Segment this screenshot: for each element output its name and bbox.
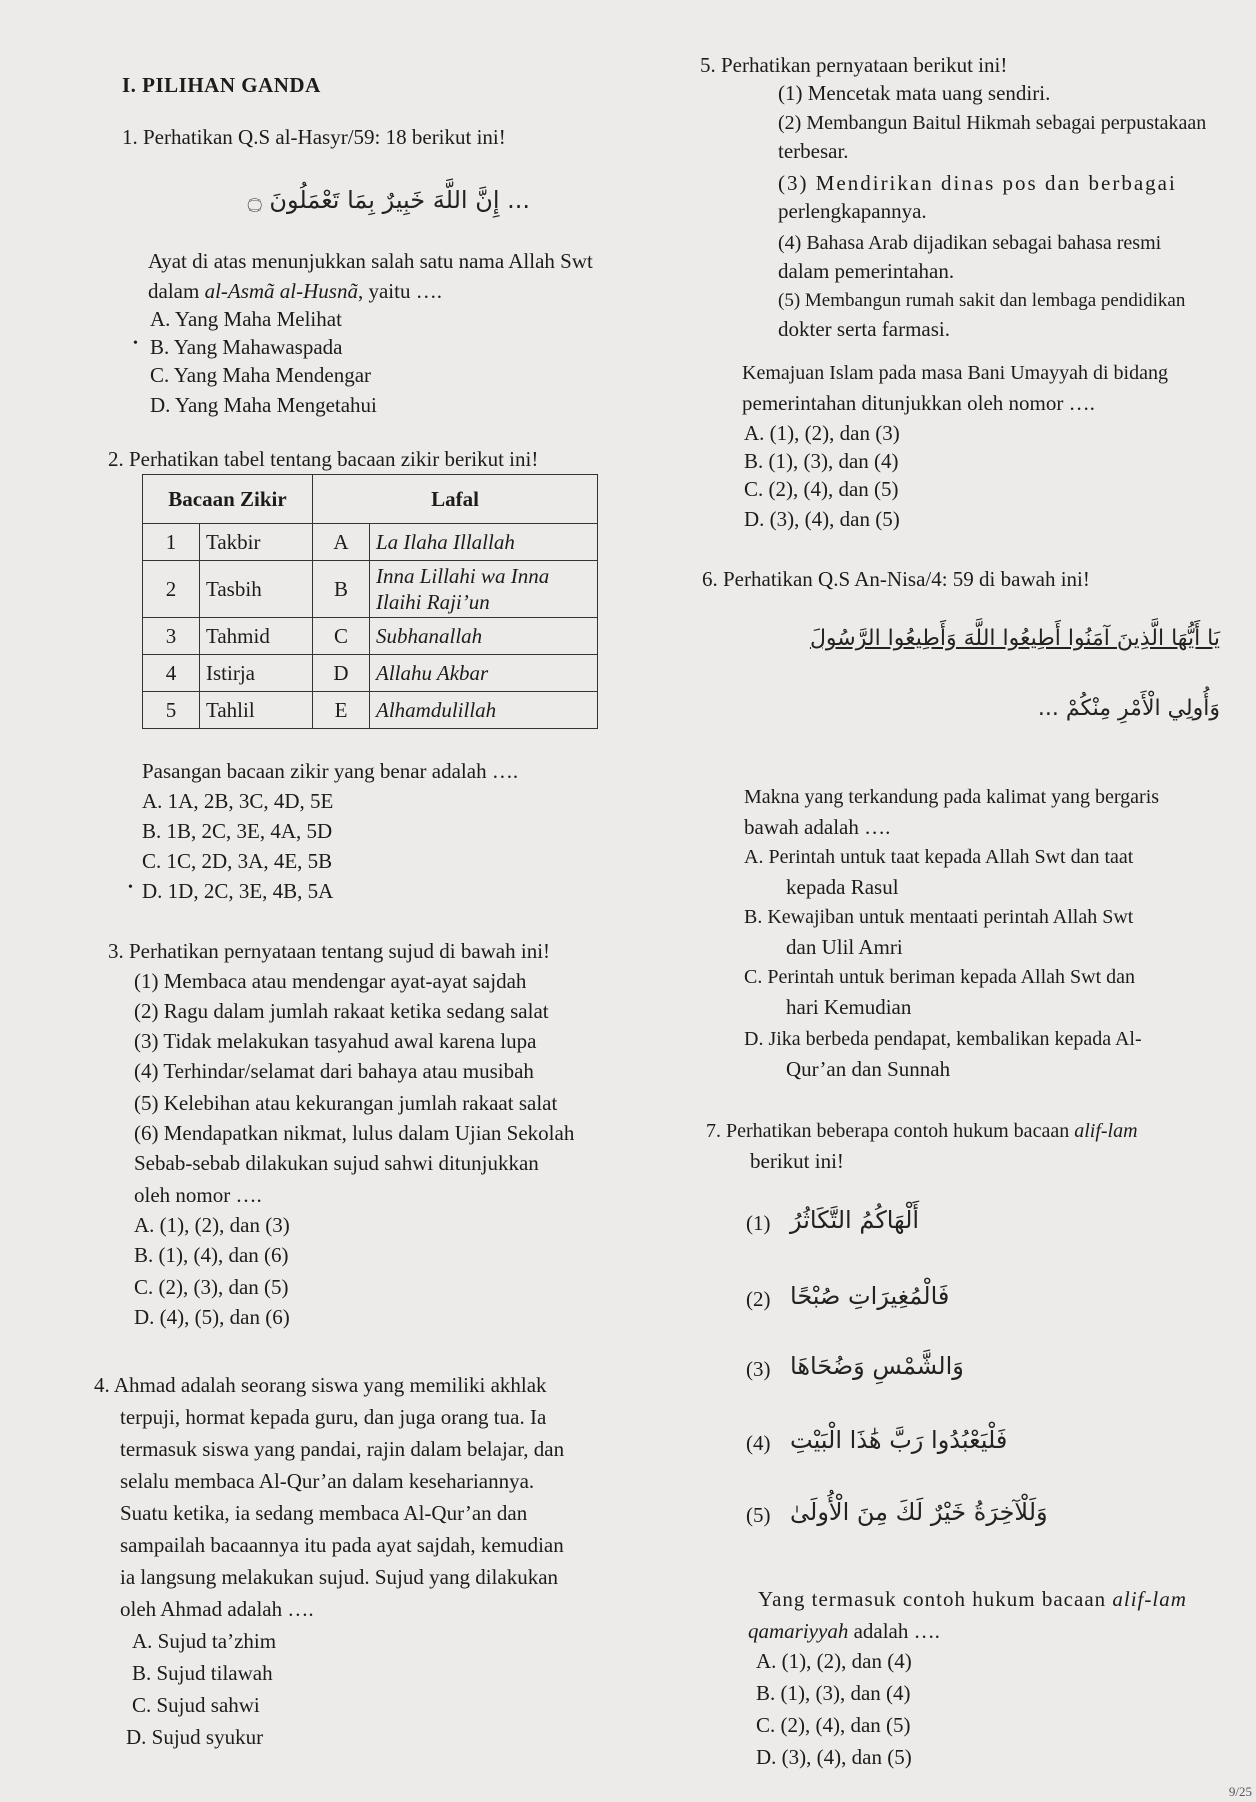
q7-stem2-b: adalah ….: [848, 1619, 940, 1643]
table-row: [143, 655, 598, 692]
q5-item-3-cont: perlengkapannya.: [778, 199, 927, 223]
q2-option-b[interactable]: B. 1B, 2C, 3E, 4A, 5D: [142, 819, 333, 843]
q6-option-c[interactable]: C. Perintah untuk beriman kepada Allah Swt dan: [744, 966, 1136, 988]
q6-option-a-cont: kepada Rasul: [786, 875, 899, 899]
q4-line-8: oleh Ahmad adalah ….: [120, 1597, 314, 1621]
q7-example-3-arabic: وَالشَّمْسِ وَضُحَاهَا: [790, 1352, 964, 1380]
q6-arabic-line-2: وَأُولِي الْأَمْرِ مِنْكُمْ ...: [1037, 696, 1220, 721]
q7-stem2-a: qamariyyah: [748, 1619, 849, 1643]
q7-option-a[interactable]: A. (1), (2), dan (4): [756, 1649, 912, 1673]
q7-example-1-arabic: أَلْهَاكُمُ التَّكَاثُرُ: [790, 1206, 920, 1234]
q6-option-d[interactable]: D. Jika berbeda pendapat, kembalikan kepada Al-: [744, 1028, 1142, 1050]
q5-stem1: Kemajuan Islam pada masa Bani Umayyah di bidang: [742, 362, 1168, 384]
q5-item-4-cont: dalam pemerintahan.: [778, 259, 955, 283]
q6-stem2: bawah adalah ….: [744, 815, 891, 839]
q2-prompt: 2. Perhatikan tabel tentang bacaan zikir berikut ini!: [108, 447, 539, 471]
q5-option-d[interactable]: D. (3), (4), dan (5): [744, 507, 900, 531]
cell-name: Takbir: [200, 524, 313, 561]
q1-stem1: Ayat di atas menunjukkan salah satu nama Allah Swt: [148, 249, 593, 273]
q3-item-1: (1) Membaca atau mendengar ayat-ayat sajdah: [134, 969, 527, 993]
q7-example-3-num: (3): [746, 1357, 771, 1381]
q1-option-d[interactable]: D. Yang Maha Mengetahui: [150, 393, 377, 417]
table-row: [143, 692, 598, 729]
q7-example-1-num: (1): [746, 1211, 771, 1235]
q4-line-1: 4. Ahmad adalah seorang siswa yang memiliki akhlak: [94, 1373, 547, 1397]
q1-prompt: 1. Perhatikan Q.S al-Hasyr/59: 18 berikut ini!: [122, 125, 506, 149]
cell-name: Tahmid: [200, 618, 313, 655]
header-lafal: Lafal: [313, 475, 598, 524]
header-bacaan: Bacaan Zikir: [143, 475, 313, 524]
q3-item-2: (2) Ragu dalam jumlah rakaat ketika sedang salat: [134, 999, 549, 1023]
q7-example-2-num: (2): [746, 1287, 771, 1311]
q3-item-3: (3) Tidak melakukan tasyahud awal karena lupa: [134, 1029, 537, 1053]
q7-stem1-b: alif-lam: [1112, 1587, 1187, 1611]
q6-option-d-cont: Qur’an dan Sunnah: [786, 1057, 951, 1081]
q6-stem1: Makna yang terkandung pada kalimat yang bergaris: [744, 786, 1160, 808]
q4-option-c[interactable]: C. Sujud sahwi: [132, 1693, 260, 1717]
section-title: I. PILIHAN GANDA: [122, 73, 321, 97]
q1-option-c[interactable]: C. Yang Maha Mendengar: [150, 363, 372, 387]
cell-letter: D: [313, 655, 370, 692]
cell-name: Tahlil: [200, 692, 313, 729]
q5-option-a[interactable]: A. (1), (2), dan (3): [744, 421, 900, 445]
cell-name: Tasbih: [200, 561, 313, 618]
cell-name: Istirja: [200, 655, 313, 692]
cell-num: 2: [143, 561, 200, 618]
cell-num: 5: [143, 692, 200, 729]
q7-stem1-a: Yang termasuk contoh hukum bacaan: [758, 1587, 1113, 1611]
q5-item-1: (1) Mencetak mata uang sendiri.: [778, 81, 1051, 105]
table-row: [143, 561, 598, 618]
q4-option-b[interactable]: B. Sujud tilawah: [132, 1661, 273, 1685]
q6-option-a[interactable]: A. Perintah untuk taat kepada Allah Swt dan taat: [744, 846, 1134, 868]
q3-item-5: (5) Kelebihan atau kekurangan jumlah rakaat salat: [134, 1091, 558, 1115]
q5-item-4: (4) Bahasa Arab dijadikan sebagai bahasa resmi: [778, 232, 1162, 254]
q7-example-4-arabic: فَلْيَعْبُدُوا رَبَّ هَٰذَا الْبَيْتِ: [790, 1426, 1008, 1454]
cell-letter: A: [313, 524, 370, 561]
q7-stem1: [758, 1586, 1187, 1612]
q2-option-d[interactable]: D. 1D, 2C, 3E, 4B, 5A: [142, 879, 334, 903]
q1-stem2: [148, 278, 442, 304]
q4-line-7: ia langsung melakukan sujud. Sujud yang dilakukan: [120, 1565, 559, 1589]
q6-option-b-cont: dan Ulil Amri: [786, 935, 903, 959]
q1-arabic: ... إِنَّ اللَّهَ خَبِيرٌ بِمَا تَعْمَلُونَ ۝: [247, 186, 530, 214]
q1-stem2-a: dalam: [148, 279, 205, 303]
q2-option-a[interactable]: A. 1A, 2B, 3C, 4D, 5E: [142, 789, 334, 813]
cell-lafal: Allahu Akbar: [370, 655, 598, 692]
q6-arabic-line-1: يَا أَيُّهَا الَّذِينَ آمَنُوا أَطِيعُوا اللَّهَ وَأَطِيعُوا الرَّسُولَ: [809, 626, 1220, 651]
cell-letter: B: [313, 561, 370, 618]
q5-item-5-cont: dokter serta farmasi.: [778, 317, 951, 341]
q7-option-d[interactable]: D. (3), (4), dan (5): [756, 1745, 912, 1769]
q3-option-d[interactable]: D. (4), (5), dan (6): [134, 1305, 290, 1329]
cell-lafal: Inna Lillahi wa Inna Ilaihi Raji’un: [370, 561, 598, 618]
q3-item-6: (6) Mendapatkan nikmat, lulus dalam Ujian Sekolah: [134, 1121, 575, 1145]
q6-prompt: 6. Perhatikan Q.S An-Nisa/4: 59 di bawah ini!: [702, 567, 1090, 591]
q3-item-4: (4) Terhindar/selamat dari bahaya atau musibah: [134, 1059, 534, 1083]
q7-option-b[interactable]: B. (1), (3), dan (4): [756, 1681, 911, 1705]
q6-option-c-cont: hari Kemudian: [786, 995, 912, 1019]
q3-option-a[interactable]: A. (1), (2), dan (3): [134, 1213, 290, 1237]
q5-option-b[interactable]: B. (1), (3), dan (4): [744, 449, 899, 473]
q7-stem2: [748, 1618, 940, 1644]
q4-option-d[interactable]: D. Sujud syukur: [126, 1725, 264, 1749]
table-row: [143, 618, 598, 655]
q3-stem1: Sebab-sebab dilakukan sujud sahwi ditunjukkan: [134, 1151, 539, 1175]
q5-item-2-cont: terbesar.: [778, 139, 849, 163]
q5-stem2: pemerintahan ditunjukkan oleh nomor ….: [742, 391, 1095, 415]
q2-stem: Pasangan bacaan zikir yang benar adalah ….: [142, 759, 519, 783]
answer-mark: •: [128, 880, 133, 895]
q4-line-4: selalu membaca Al-Qur’an dalam kesehariannya.: [120, 1469, 535, 1493]
cell-num: 1: [143, 524, 200, 561]
answer-mark: •: [133, 336, 138, 351]
q3-stem2: oleh nomor ….: [134, 1183, 262, 1207]
q2-option-c[interactable]: C. 1C, 2D, 3A, 4E, 5B: [142, 849, 333, 873]
cell-letter: E: [313, 692, 370, 729]
q7-example-5-num: (5): [746, 1503, 771, 1527]
q1-option-a[interactable]: A. Yang Maha Melihat: [150, 307, 342, 331]
q7-prompt-b: alif-lam: [1074, 1120, 1138, 1142]
q3-prompt: 3. Perhatikan pernyataan tentang sujud di bawah ini!: [108, 939, 551, 963]
table-row: [143, 524, 598, 561]
q4-line-2: terpuji, hormat kepada guru, dan juga orang tua. Ia: [120, 1405, 547, 1429]
q4-option-a[interactable]: A. Sujud ta’zhim: [132, 1629, 277, 1653]
q7-example-4-num: (4): [746, 1431, 771, 1455]
cell-letter: C: [313, 618, 370, 655]
q7-option-c[interactable]: C. (2), (4), dan (5): [756, 1713, 911, 1737]
q6-option-b[interactable]: B. Kewajiban untuk mentaati perintah Allah Swt: [744, 906, 1134, 928]
q1-stem2-b: al-Asmã al-Husnã: [204, 279, 358, 303]
zikr-table: [142, 474, 598, 729]
q7-prompt2: berikut ini!: [750, 1149, 844, 1173]
q7-prompt: [706, 1118, 1138, 1144]
cell-lafal: Subhanallah: [370, 618, 598, 655]
q5-item-3: (3) Mendirikan dinas pos dan berbagai: [778, 171, 1177, 195]
q7-example-5-arabic: وَلَلْآخِرَةُ خَيْرٌ لَكَ مِنَ الْأُولَىٰ: [790, 1498, 1048, 1526]
q7-prompt-a: 7. Perhatikan beberapa contoh hukum bacaan: [706, 1120, 1075, 1142]
q7-example-2-arabic: فَالْمُغِيرَاتِ صُبْحًا: [790, 1282, 950, 1310]
cell-num: 3: [143, 618, 200, 655]
q5-prompt: 5. Perhatikan pernyataan berikut ini!: [700, 53, 1008, 77]
table-header-row: [143, 475, 598, 524]
q5-item-2: (2) Membangun Baitul Hikmah sebagai perpustakaan: [778, 112, 1207, 134]
q4-line-5: Suatu ketika, ia sedang membaca Al-Qur’an dan: [120, 1501, 528, 1525]
q1-option-b[interactable]: B. Yang Mahawaspada: [150, 335, 343, 359]
q4-line-6: sampailah bacaannya itu pada ayat sajdah, kemudian: [120, 1533, 564, 1557]
cell-lafal: Alhamdulillah: [370, 692, 598, 729]
cell-num: 4: [143, 655, 200, 692]
q4-line-3: termasuk siswa yang pandai, rajin dalam belajar, dan: [120, 1437, 565, 1461]
q3-option-b[interactable]: B. (1), (4), dan (6): [134, 1243, 289, 1267]
q5-item-5: (5) Membangun rumah sakit dan lembaga pendidikan: [778, 290, 1186, 311]
cell-lafal: La Ilaha Illallah: [370, 524, 598, 561]
page-number: 9/25: [1228, 1784, 1252, 1799]
q3-option-c[interactable]: C. (2), (3), dan (5): [134, 1275, 289, 1299]
q1-stem2-c: , yaitu ….: [357, 279, 442, 303]
q5-option-c[interactable]: C. (2), (4), dan (5): [744, 477, 899, 501]
